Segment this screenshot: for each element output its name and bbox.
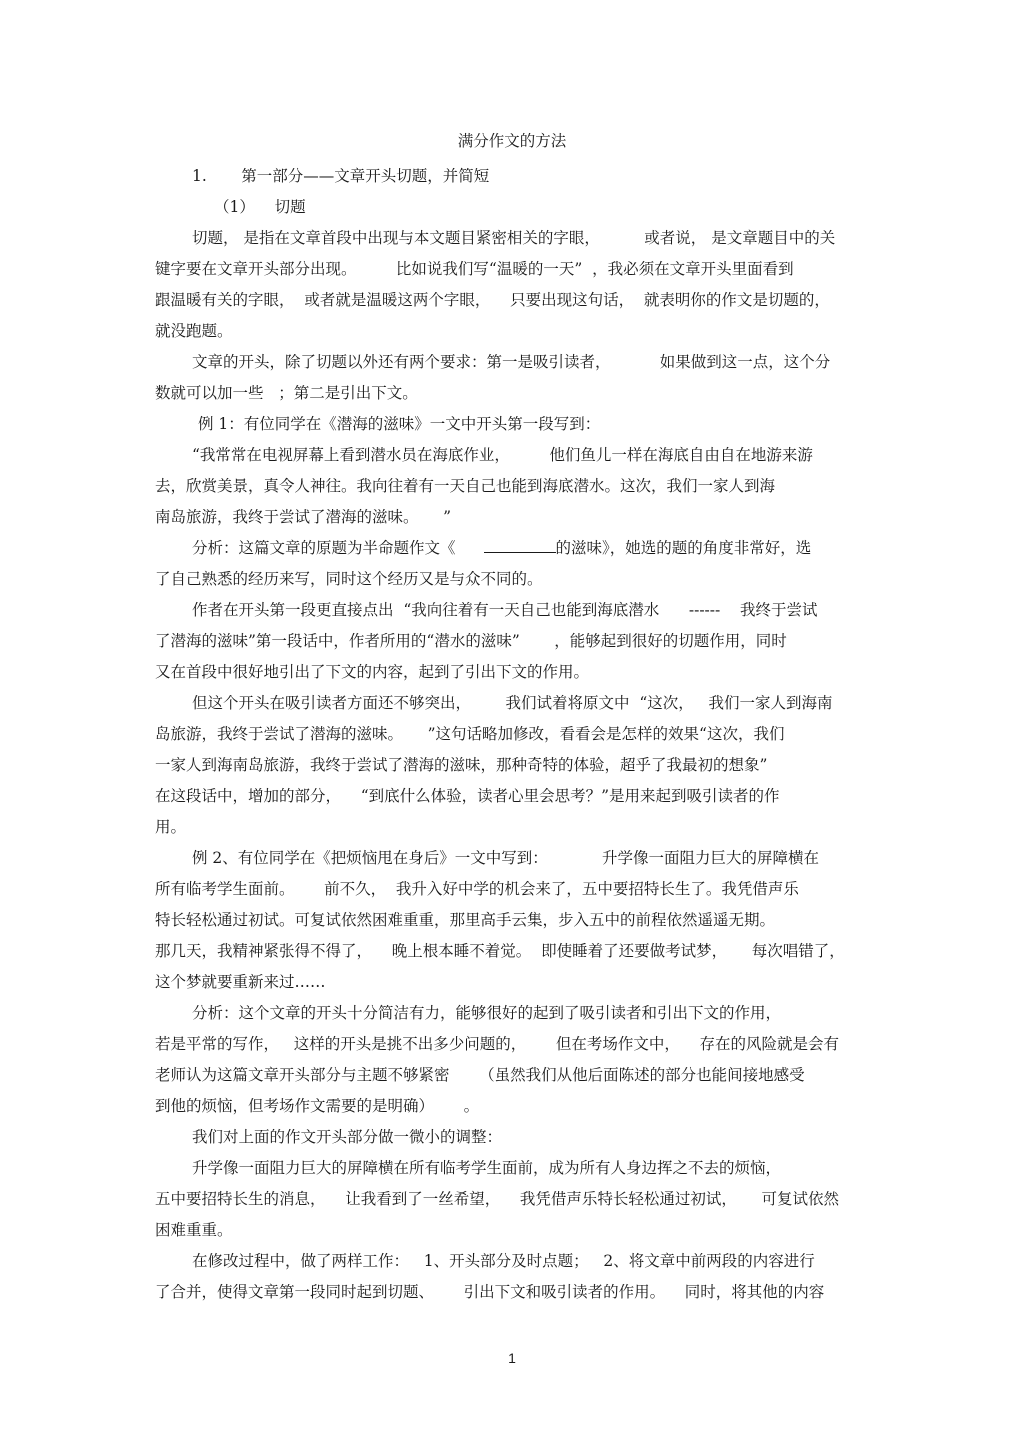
text-line: 所有临考学生面前。 前不久， 我升入好中学的机会来了，五中要招特长生了。我凭借声乐: [155, 880, 799, 898]
text-line: 例 1：有位同学在《潜海的滋味》一文中开头第一段写到：: [198, 415, 601, 433]
text-segment: 分析：这篇文章的原题为半命题作文《: [192, 539, 456, 557]
text-line: 例 2、有位同学在《把烦恼甩在身后》一文中写到： 升学像一面阻力巨大的屏障横在: [192, 849, 819, 867]
text-line: 老师认为这篇文章开头部分与主题不够紧密 （虽然我们从他后面陈述的部分也能间接地感受: [155, 1066, 805, 1084]
fill-in-blank: [484, 538, 556, 553]
text-line: 了自己熟悉的经历来写，同时这个经历又是与众不同的。: [155, 570, 543, 588]
text-line: 切题， 是指在文章首段中出现与本文题目紧密相关的字眼， 或者说， 是文章题目中的关: [192, 229, 836, 247]
text-line: 五中要招特长生的消息， 让我看到了一丝希望， 我凭借声乐特长轻松通过初试， 可复试依然: [155, 1190, 840, 1208]
document-title: 满分作文的方法: [457, 132, 567, 150]
text-line: 数就可以加一些 ；第二是引出下文。: [155, 384, 418, 402]
text-line: 特长轻松通过初试。可复试依然困难重重，那里高手云集，步入五中的前程依然遥遥无期。: [155, 911, 776, 929]
text-line: 了合并，使得文章第一段同时起到切题、 引出下文和吸引读者的作用。 同时，将其他的内容: [155, 1283, 825, 1301]
text-line: 键字要在文章开头部分出现。 比如说我们写“温暖的一天” ，我必须在文章开头里面看到: [155, 260, 794, 278]
text-line: 文章的开头，除了切题以外还有两个要求：第一是吸引读者， 如果做到这一点，这个分: [192, 353, 831, 371]
text-line: 但这个开头在吸引读者方面还不够突出， 我们试着将原文中 “这次， 我们一家人到海南: [192, 694, 833, 712]
text-line: 南岛旅游，我终于尝试了潜海的滋味。 ”: [155, 508, 452, 526]
text-line: 又在首段中很好地引出了下文的内容，起到了引出下文的作用。: [155, 663, 590, 681]
text-line: 岛旅游，我终于尝试了潜海的滋味。 ”这句话略加修改，看看会是怎样的效果“这次，我们: [155, 725, 785, 743]
text-line: 那几天，我精神紧张得不得了， 晚上根本睡不着觉。 即使睡着了还要做考试梦， 每次唱错了，: [155, 942, 845, 960]
subsection-heading: （1） 切题: [214, 198, 306, 216]
text-line: 用。: [155, 818, 187, 836]
text-line: 困难重重。: [155, 1221, 233, 1239]
text-line: 这个梦就要重新来过……: [155, 973, 326, 991]
text-line: 一家人到海南岛旅游，我终于尝试了潜海的滋味，那种奇特的体验，超乎了我最初的想象”: [155, 756, 768, 774]
text-line: 在修改过程中，做了两样工作： 1、开头部分及时点题； 2、将文章中前两段的内容进行: [192, 1252, 815, 1270]
text-line: “我常常在电视屏幕上看到潜水员在海底作业， 他们鱼儿一样在海底自由自在地游来游: [192, 446, 813, 464]
text-line: 升学像一面阻力巨大的屏障横在所有临考学生面前，成为所有人身边挥之不去的烦恼，: [192, 1159, 782, 1177]
text-line: 去，欣赏美景，真令人神往。我向往着有一天自己也能到海底潜水。这次，我们一家人到海: [155, 477, 776, 495]
text-line: 作者在开头第一段更直接点出 “我向往着有一天自己也能到海底潜水 ------ 我终于尝试: [192, 601, 818, 619]
text-line: 若是平常的写作， 这样的开头是挑不出多少问题的， 但在考场作文中， 存在的风险就是会有: [155, 1035, 840, 1053]
text-line: 跟温暖有关的字眼， 或者就是温暖这两个字眼， 只要出现这句话， 就表明你的作文是切题的，: [155, 291, 830, 309]
text-line: 了潜海的滋味”第一段话中，作者所用的“潜水的滋味” ，能够起到很好的切题作用，同时: [155, 632, 787, 650]
text-line: 在这段话中，增加的部分， “到底什么体验，读者心里会思考？”是用来起到吸引读者的作: [155, 787, 780, 805]
page-number: 1: [508, 1350, 516, 1366]
text-line: 就没跑题。: [155, 322, 233, 340]
text-line: 分析：这个文章的开头十分简洁有力，能够很好的起到了吸引读者和引出下文的作用，: [192, 1004, 782, 1022]
text-line: 到他的烦恼，但考场作文需要的是明确） 。: [155, 1097, 480, 1115]
text-line: [192, 537, 811, 559]
text-line: 我们对上面的作文开头部分做一微小的调整：: [192, 1128, 503, 1146]
section-heading: 1. 第一部分——文章开头切题，并简短: [192, 167, 490, 185]
text-segment: 的滋味》，她选的题的角度非常好，选: [555, 539, 812, 557]
